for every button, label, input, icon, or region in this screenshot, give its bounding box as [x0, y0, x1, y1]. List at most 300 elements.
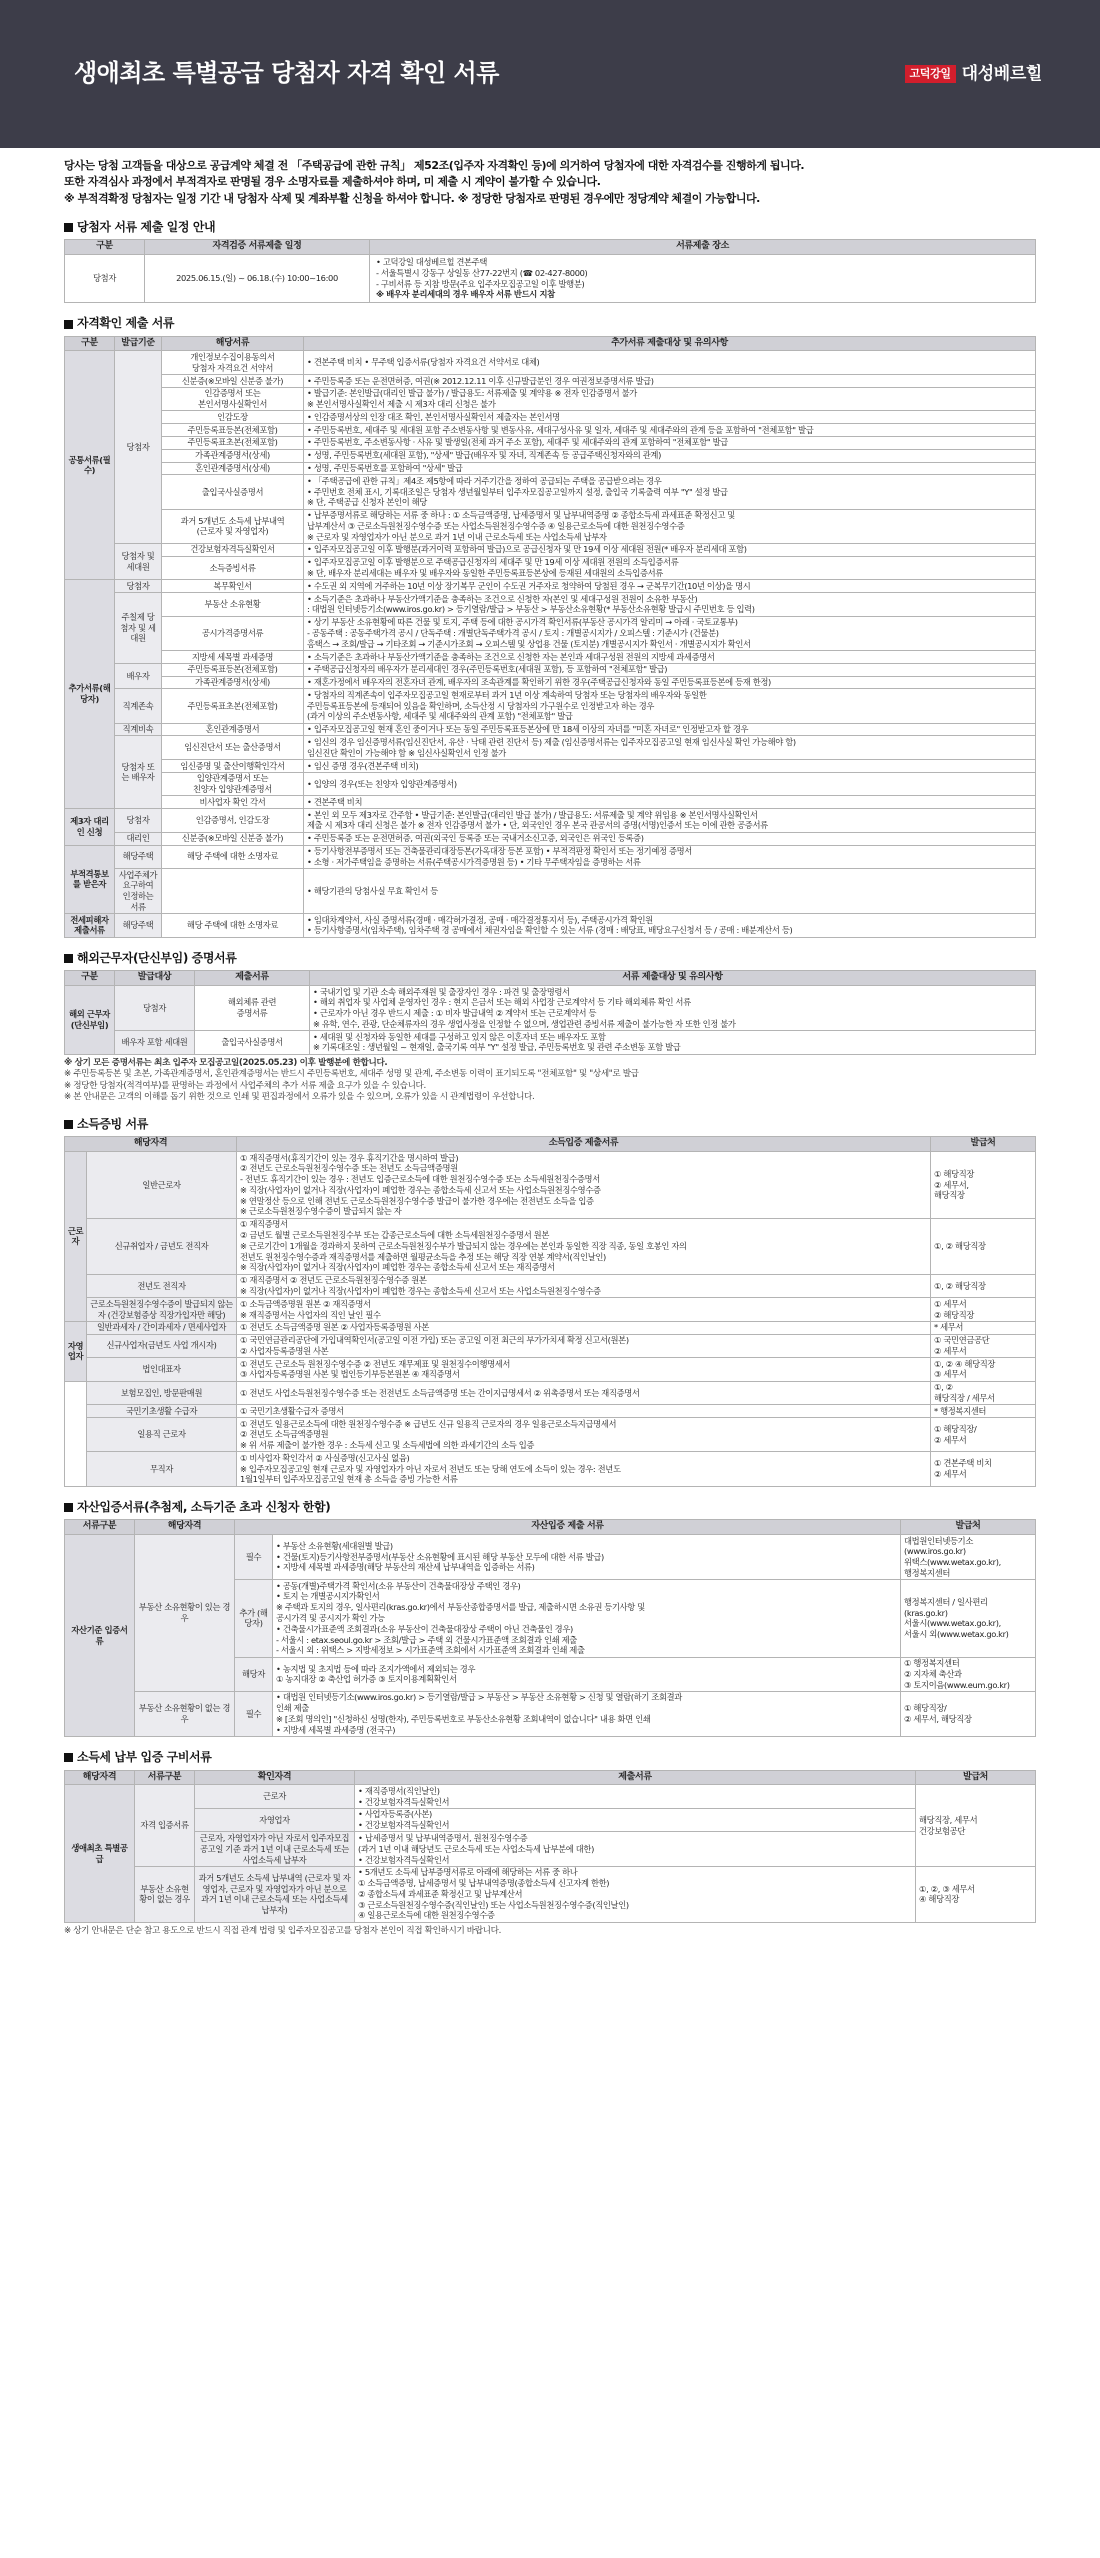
- text-line: - 전년도 휴직기간이 있는 경우 : 전년도 입증근로소득에 대한 원천징수영수증 또는 소득세원천징수증명서: [240, 1174, 600, 1185]
- group-cell: 생애최초 특별공급: [65, 1785, 135, 1922]
- text-line: • 납부증명서류로 해당하는 서류 중 하나 : ① 소득금액증명, 납세증명서 및 납부내역증명 ② 종합소득세 과세표준 확정신고 및: [307, 510, 735, 521]
- table-header: 구분: [65, 240, 145, 255]
- text-line: • 국내기업 및 기관 소속 해외주재원 및 출장자인 경우 : 파견 및 출장명령서: [313, 986, 570, 997]
- text-line: 임신진단서 또는 출산증명서: [184, 742, 281, 753]
- note-line: ※ 주민등록등본 및 초본, 가족관계증명서, 혼인관계증명서는 반드시 주민등록번호, 세대주 성명 및 관계, 주소변동 이력이 표기되도록 "전체포함" 및 "상세"로 발급: [64, 1069, 639, 1080]
- note-cell: [304, 809, 1036, 833]
- text-line: • 건강보험자격득실확인서: [358, 1796, 450, 1807]
- table-row: [65, 387, 1036, 411]
- note-cell: [237, 1152, 931, 1219]
- text-line: 홈택스 → 조회/발급 → 기타조회 → 기준시가조회 → 오피스텔 및 상업용 건물 (토지분) 개별공시지가 확인서 · 개별공시지가 확인서: [307, 638, 751, 649]
- note-cell: [304, 462, 1036, 475]
- text-line: • 사업자등록증(사본): [358, 1809, 432, 1820]
- text-line: 주민등록표등본(전체포함): [187, 424, 278, 435]
- text-line: ① 전년도 근로소득 원천징수영수증 ② 전년도 재무제표 및 원천징수이행명세서: [240, 1358, 511, 1369]
- text-line: ① 국민연금공단: [934, 1335, 990, 1346]
- text-line: • 주민등록증 또는 운전면허증, 여권(※ 2012.12.11 이후 신규발급분인 경우 여권정보증명서류 발급): [307, 375, 654, 386]
- table-header: 확인자격: [195, 1770, 355, 1785]
- text-line: ④ 일용근로소득에 대한 원천징수영수증: [358, 1910, 495, 1921]
- text-line: ② 전년도 소득금액증명원: [240, 1429, 329, 1440]
- text-line: 입양관계증명서 또는: [196, 773, 269, 784]
- doc-cell: [195, 986, 310, 1031]
- text-line: 해당직장 / 세무서: [934, 1392, 995, 1403]
- table-row: [65, 1298, 1036, 1322]
- qual-section: [64, 316, 1036, 938]
- basis-cell: 일반과세자 / 간이과세자 / 면세사업자: [87, 1321, 237, 1334]
- text-line: • 입주자모집공고일 이후 발행분(과거이력 포함하여 발급)으로 공급신청자 및 만 19세 이상 세대원 전원(* 배우자 분리세대 포함): [307, 544, 747, 555]
- doc-cell: [162, 914, 304, 938]
- note-cell: [304, 760, 1036, 773]
- text-line: • 등기사항증명서(임차주택), 임차주택 경 공매에서 채권자임을 확인할 수 있는 서류 (경매 : 배당표, 배당요구신청서 등 / 공매 : 배분계산서 등): [307, 925, 793, 936]
- text-line: 납부계산서 ③ 근로소득원천징수영수증 또는 사업소득원천징수영수증 ④ 일용근로소득에 대한 원천징수영수증: [307, 520, 685, 531]
- text-line: ※ 직장(사업자)이 없거나 직장(사업자)이 폐업한 경우는 종합소득세 신고서 또는 사업소득원천징수영수증: [240, 1285, 601, 1296]
- issuer-cell: [901, 1580, 1036, 1657]
- section-title: 해외근무자(단신부임) 증명서류: [77, 950, 237, 965]
- table-header: 구분: [65, 971, 115, 986]
- qual-table: [64, 336, 1036, 938]
- group-cell: 추가서류(해당자): [65, 580, 115, 809]
- text-line: 주민등록표등본에 등재되어 있음을 확인하며, 소득산정 시 당첨자의 가구원수로 인정받고자 하는 경우: [307, 700, 655, 711]
- text-line: • 농지법 및 초지법 등에 따라 조지가액에서 제외되는 경우: [276, 1663, 476, 1674]
- text-line: ② 세무서, 해당직장: [904, 1714, 972, 1725]
- section-marker-icon: [64, 954, 73, 963]
- text-line: • 인감증명서상의 인장 대조 확인, 본인서명사실확인서 제출자는 본인서명: [307, 411, 560, 422]
- asset-table: [64, 1519, 1036, 1737]
- text-line: • 상기 부동산 소유현황에 따른 건물 및 토지, 주택 등에 대한 공시가격 확인서류(부동산 공시가격 알리미 → 아래 · 국토교통부): [307, 617, 738, 628]
- table-header: 해당자격: [65, 1770, 135, 1785]
- text-line: • 토지 는 개별공시지가확인서: [276, 1591, 380, 1602]
- text-line: ① 해당직장: [934, 1168, 975, 1179]
- text-line: 가족관계증명서(상세): [195, 677, 270, 688]
- section-title: 당첨자 서류 제출 일정 안내: [77, 219, 216, 234]
- schedule-table: [64, 239, 1036, 303]
- basis-cell: 직계비속: [115, 723, 162, 736]
- text-line: 대법원인터넷등기소: [904, 1535, 973, 1546]
- text-line: • 임대차계약서, 사실 증명서류(경매 · 매각허가결정, 공매 · 매각결정통지서 등), 주택공시가격 확인원: [307, 914, 653, 925]
- tax-section: [64, 1750, 1036, 1937]
- basis-cell: 일반근로자: [87, 1152, 237, 1219]
- note-cell: [304, 449, 1036, 462]
- basis-cell: 당첨자: [115, 809, 162, 833]
- note-cell: [237, 1405, 931, 1418]
- doc-cell: [162, 436, 304, 449]
- text-line: ※ 근로소득원천징수영수증이 발급되지 않는 자: [240, 1206, 402, 1217]
- table-row: [65, 832, 1036, 845]
- table-row: [65, 1832, 1036, 1866]
- text-line: • 해외 취업자 및 사업체 운영자인 경우 : 현지 은금서 또는 해외 사업장 근로계약서 등 기타 해외체류 확인 서류: [313, 997, 691, 1008]
- text-line: • 임신의 경우 임신증명서류(임신진단서, 유산 · 낙태 관련 진단서 등) 제출 (임신증명서류는 입주자모집공고일 현재 임신사실 확인 가능해야 함): [307, 736, 796, 747]
- table-row: [65, 723, 1036, 736]
- text-line: ④ 해당직장: [919, 1894, 960, 1905]
- table-row: [65, 1785, 1036, 1809]
- sub-cell: 필수: [235, 1691, 273, 1736]
- basis-cell: 부동산 소유현황이 없는 경우: [135, 1691, 235, 1736]
- text-line: • 주민번호 전체 표시, 기록대조일은 당첨자 생년월일부터 입주자모집공고일까지 설정, 출입국 기록출력 여부 "Y" 설정 발급: [307, 486, 728, 497]
- schedule-section: [64, 220, 1036, 303]
- basis-cell: 직계존속: [115, 689, 162, 723]
- section-marker-icon: [64, 1120, 73, 1129]
- note-cell: [304, 845, 1036, 869]
- text-line: * 세무서: [934, 1322, 964, 1333]
- note-line: ※ 본 안내문은 고객의 이해를 돕기 위한 것으로 인쇄 및 편집과정에서 오류가 있을 수 있으며, 오류가 있을 시 관계법령이 우선합니다.: [64, 1092, 535, 1103]
- text-line: • 성명, 주민등록번호(세대원 포함), "상세" 발급(배우자 및 자녀, 직계존속 등 공급주택신청자와의 관계): [307, 450, 661, 461]
- group-cell: 해외 근무자 (단신부임): [65, 986, 115, 1055]
- basis-cell: 근로소득원천징수영수증이 발급되지 않는 자 (건강보험증상 직장가입자만 해당): [87, 1298, 237, 1322]
- text-line: • 주민등록증 또는 운전면허증, 여권(외국인 등록증 또는 국내거소신고증, 외국인은 위국인 등록증): [307, 833, 644, 844]
- basis-cell: 해당주택: [115, 914, 162, 938]
- note-cell: [355, 1866, 916, 1922]
- text-line: 임신진단 확인이 가능해야 함 ※ 임신사실확인서 인정 불가: [307, 747, 506, 758]
- doc-cell: [162, 543, 304, 556]
- text-line: 당첨자 자격요건 서약서: [191, 362, 274, 373]
- doc-cell: [162, 593, 304, 617]
- note-cell: [355, 1808, 916, 1832]
- group-cell: 자영업자: [65, 1321, 87, 1381]
- doc-cell: [162, 796, 304, 809]
- table-row: [65, 1418, 1036, 1452]
- text-line: 가족관계증명서(상세): [195, 450, 270, 461]
- basis-cell: 당첨자 및 세대원: [115, 543, 162, 579]
- issuer-cell: [931, 1298, 1036, 1322]
- text-line: ① 견본주택 비치: [934, 1458, 992, 1469]
- issuer-cell: [931, 1381, 1036, 1405]
- table-row: [65, 375, 1036, 388]
- text-line: ※ 직장(사업자)이 없거나 직장(사업자)이 폐업한 경우는 종합소득세 신고서 또는 사업소득원천징수영수증: [240, 1184, 601, 1195]
- table-row: [65, 1274, 1036, 1298]
- text-line: (kras.go.kr): [904, 1607, 948, 1618]
- text-line: ①, ② 해당직장: [934, 1240, 986, 1251]
- text-line: 출입국사실증명서: [221, 1037, 283, 1048]
- sub-cell: 추가 (해당자): [235, 1580, 273, 1657]
- note-cell: [237, 1358, 931, 1382]
- text-line: ① 국민연금관리공단에 가입내역확인서(공고일 이전 가입) 또는 공고일 이전 최근의 부가가치세 확정 신고서(원본): [240, 1335, 629, 1346]
- text-line: • 소득기준은 초과하나 부동산가액기준을 충족하는 조건으로 신청한 자는 본인과 세대구성원 전원의 지방세 과세증명서: [307, 651, 715, 662]
- sub-cell: 필수: [235, 1535, 273, 1580]
- text-line: 인감증명서 또는: [204, 388, 261, 399]
- note-cell: [304, 832, 1036, 845]
- basis-cell: 대리인: [115, 832, 162, 845]
- text-line: ① 해당직장/: [904, 1703, 947, 1714]
- text-line: • 발급기준: 본인발급(대리인 발급 불가) / 발급용도: 서류제출 및 계약용 ※ 전자 인감증명서 불가: [307, 388, 637, 399]
- text-line: • 등기사항전부증명서 또는 건축물관리대장등본(가옥대장 등본 포함) • 부적격판정 확인서 또는 정기예정 증명서: [307, 846, 692, 857]
- table-header: 발급처: [916, 1770, 1036, 1785]
- text-line: ② 해당직장: [934, 1309, 975, 1320]
- text-line: : 대법원 인터넷등기소(www.iros.go.kr) > 등기열람/발급 > 부동산 > 부동산소유현황(* 부동산소유현황 발급시 주민번호 등 입력): [307, 604, 755, 615]
- text-line: 행정복지센터 / 일사편리: [904, 1596, 988, 1607]
- table-row: [65, 436, 1036, 449]
- note-cell: [304, 723, 1036, 736]
- table-row: [65, 869, 1036, 914]
- group-cell: 공통서류(필수): [65, 351, 115, 580]
- basis-cell: 무직자: [87, 1452, 237, 1486]
- table-row: [65, 651, 1036, 664]
- table-row: [65, 1405, 1036, 1418]
- text-line: 혼인관계증명서: [205, 724, 260, 735]
- basis-cell: 신규사업자(금년도 사업 개시자): [87, 1334, 237, 1358]
- text-line: 증명서류: [236, 1008, 268, 1019]
- text-line: ※ 단, 주택공급 신청자 본인이 해당: [307, 497, 427, 508]
- text-line: ※ 재직증명서는 사업자의 직인 날인 필수: [240, 1309, 381, 1320]
- text-line: 인감도장: [217, 411, 248, 422]
- text-line: ※ 근로기간이 1개월을 경과하지 못하여 근로소득원천징수부가 발급되지 않는 경우에는 본인과 동일한 직장 직종, 동일 호봉인 자의: [240, 1240, 687, 1251]
- issuer-cell: [931, 1321, 1036, 1334]
- table-row: [65, 1808, 1036, 1832]
- doc-cell: [162, 387, 304, 411]
- text-line: • 입양의 경우(또는 친양자 입양관계증명서): [307, 778, 457, 789]
- text-line: 인쇄 제출: [276, 1703, 309, 1714]
- schedule-period: 2025.06.15.(일) ~ 06.18.(수) 10:00~16:00: [145, 255, 370, 303]
- doc-cell: [162, 475, 304, 509]
- note-cell: [304, 914, 1036, 938]
- note-cell: [304, 869, 1036, 914]
- doc-cell: [162, 845, 304, 869]
- section-title: 자격확인 제출 서류: [77, 316, 175, 331]
- doc-cell: [162, 411, 304, 424]
- note-cell: [304, 580, 1036, 593]
- note-cell: [304, 436, 1036, 449]
- text-line: (www.iros.go.kr): [904, 1546, 966, 1557]
- text-line: 인감증명서, 인감도장: [195, 815, 270, 826]
- sub-cell: 근로자, 자영업자가 아닌 자로서 입주자모집공고일 기준 과거 1년 이내 근로소득세 또는 사업소득세 납부자: [195, 1832, 355, 1866]
- page-title: 생애최초 특별공급 당첨자 자격 확인 서류: [74, 59, 499, 88]
- text-line: ※ 근로자 및 자영업자가 아닌 분으로 과거 1년 이내 근로소득세 또는 사업소득세 납부자: [307, 531, 607, 542]
- basis-cell: 당첨자 또는 배우자: [115, 736, 162, 809]
- text-line: • 건물(토지)등기사항전부증명서(부동산 소유현황에 표시된 해당 부동산 모두에 대한 서류 발급): [276, 1551, 604, 1562]
- text-line: • 재직증명서(직인날인): [358, 1785, 440, 1796]
- text-line: ② 지자체 축산과: [904, 1668, 962, 1679]
- note-cell: [304, 556, 1036, 580]
- text-line: 신분증(※모바일 신분증 불가): [181, 833, 284, 844]
- text-line: (근로자 및 자영업자): [196, 526, 269, 537]
- text-line: * 행정복지센터: [934, 1405, 987, 1416]
- text-line: ※ 기록대조일 : 생년월일 ~ 현재일, 출국기록 여부 "Y" 설정 발급, 주민등록번호 및 관련 주소변동 포함 발급: [313, 1042, 681, 1053]
- text-line: ② 사업자등록증명원 사본: [240, 1345, 329, 1356]
- table-row: [65, 1691, 1036, 1736]
- text-line: • 입주자모집공고일 이후 발행분으로 주택공급신청자의 세대주 및 만 19세 이상 세대원 전원의 소득입증서류: [307, 557, 679, 568]
- text-line: (과거 1년 이내 해당년도 근로소득세 또는 사업소득세 납부분에 대한): [358, 1843, 594, 1854]
- doc-cell: [162, 556, 304, 580]
- note-cell: [310, 986, 1036, 1031]
- text-line: • 건강보험자격득실확인서: [358, 1854, 450, 1865]
- text-line: 본인서명사실확인서: [198, 399, 267, 410]
- basis-cell: 배우자: [115, 663, 162, 689]
- text-line: • 납세증명서 및 납부내역증명서, 원천징수영수증: [358, 1832, 528, 1843]
- note-cell: [237, 1298, 931, 1322]
- text-line: ① 행정복지센터: [904, 1658, 960, 1669]
- text-line: ③ 근로소득원천징수영수증(직인날인) 또는 사업소득원천징수영수증(직인날인): [358, 1899, 629, 1910]
- table-header: 발급대상: [115, 971, 195, 986]
- text-line: 신분증(※모바일 신분증 불가): [181, 375, 284, 386]
- overseas-section: [64, 951, 1036, 1104]
- table-row: [65, 1535, 1036, 1580]
- note-cell: [304, 772, 1036, 796]
- basis-cell: 전년도 전직자: [87, 1274, 237, 1298]
- text-line: ① 세무서: [934, 1298, 967, 1309]
- table-header: 구분: [65, 336, 115, 351]
- schedule-row-label: 당첨자: [65, 255, 145, 303]
- text-line: 임신증명 및 출산이행확인각서: [180, 760, 285, 771]
- group-cell: 전세피해자 제출서류: [65, 914, 115, 938]
- doc-cell: [162, 509, 304, 543]
- table-row: [65, 411, 1036, 424]
- asset-section: [64, 1500, 1036, 1737]
- text-line: ② 세무서: [934, 1469, 967, 1480]
- text-line: 해당 주택에 대한 소명자료: [186, 851, 279, 862]
- text-line: 서울시(www.wetax.go.kr),: [904, 1618, 1001, 1629]
- note-line: ※ 상기 모든 증명서류는 최초 입주자 모집공고일(2025.05.23) 이후 발행분에 한합니다.: [64, 1057, 388, 1068]
- text-line: • 입주자모집공고일 현재 혼인 중이거나 또는 동일 주민등록표등본상에 만 18세 이상의 자녀를 "미혼 자녀로" 인정받고자 할 경우: [307, 724, 749, 735]
- text-line: ① 재직증명서 ② 전년도 근로소득원천징수영수증 원본: [240, 1275, 427, 1286]
- section-title: 소득세 납부 입증 구비서류: [77, 1750, 212, 1765]
- text-line: 위택스(www.wetax.go.kr),: [904, 1557, 1001, 1568]
- intro-line: 당사는 당첨 고객들을 대상으로 공급계약 체결 전 「주택공급에 관한 규칙」 제52조(입주자 자격확인 등)에 의거하여 당첨자에 대한 자격검수를 진행하게 됩니다.: [64, 159, 805, 172]
- brand-name: 대성베르힐: [961, 63, 1042, 84]
- text-line: • 소형 · 저가주택임을 증명하는 서류(주택공시가격증명원 등) • 기타 무주택자임을 증명하는 서류: [307, 856, 641, 867]
- text-line: • 주택공급신청자의 배우자가 분리세대인 경우(주민등록번호(세대원 포함), 등 포함하여 "전체포함" 발급): [307, 664, 668, 675]
- table-row: [65, 796, 1036, 809]
- text-line: 공시가격 및 공시지가 확인 가능: [276, 1612, 385, 1623]
- basis-cell: 자격 입증서류: [135, 1785, 195, 1866]
- table-row: [65, 1358, 1036, 1382]
- text-line: 주민등록표초본(전체포함): [187, 700, 278, 711]
- text-line: • 5개년도 소득세 납부증명서류로 아래에 해당하는 서류 중 하나: [358, 1867, 578, 1878]
- issuer-cell: [931, 1418, 1036, 1452]
- section-title: 소득증빙 서류: [77, 1116, 148, 1131]
- doc-cell: [162, 651, 304, 664]
- table-row: [65, 845, 1036, 869]
- table-header: 소득입증 제출서류: [237, 1137, 931, 1152]
- note-cell: [304, 543, 1036, 556]
- table-row: [65, 1152, 1036, 1219]
- text-line: 서울시 외(www.wetax.go.kr): [904, 1629, 1009, 1640]
- text-line: ※ 유학, 연수, 관광, 단순체류자의 경우 생업사정을 인정할 수 없으며, 생업관련 증빙서류 제출이 불가능한 자 또한 인정 불가: [313, 1018, 736, 1029]
- text-line: ③ 토지이음(www.eum.go.kr): [904, 1679, 1010, 1690]
- text-line: ※ 위 서류 제출이 불가한 경우 : 소득세 신고 및 소득세법에 의한 과세기간의 소득 입증: [240, 1440, 535, 1451]
- text-line: - 서울시 : etax.seoul.go.kr > 조회/발급 > 주택 외 건물시가표준액 조회결과 인쇄 제출: [276, 1634, 577, 1645]
- doc-cell: [162, 736, 304, 760]
- table-row: [65, 1452, 1036, 1486]
- doc-cell: [162, 869, 304, 914]
- text-line: ① 재직증명서(휴직기간이 있는 경우 휴직기간을 명시하여 발급): [240, 1152, 459, 1163]
- sub-cell: 과거 5개년도 소득세 납부내역 (근로자 및 자영업자, 근로자 및 자영업자가 아닌 분으로 과거 1년 이내 근로소득세 또는 사업소득세 납부자): [195, 1866, 355, 1922]
- table-row: [65, 663, 1036, 676]
- text-line: 해당직장: [934, 1190, 965, 1201]
- table-row: [65, 772, 1036, 796]
- note-cell: [237, 1321, 931, 1334]
- text-line: 개인정보수집이용동의서: [190, 351, 275, 362]
- issuer-cell: [931, 1218, 1036, 1274]
- text-line: - 서울시 외 : 위택스 > 지방세정보 > 시가표준액 조회에서 시가표준액 조회결과 인쇄 제출: [276, 1645, 585, 1656]
- text-line: 부동산 소유현황: [204, 599, 261, 609]
- text-line: • 지방세 세목별 과세증명 (전국구): [276, 1724, 396, 1735]
- issuer-cell: [931, 1274, 1036, 1298]
- text-line: ② 금년도 월별 근로소득원천징수부 또는 갑종근로소득에 대한 소득세원천징수증명서 원본: [240, 1230, 550, 1241]
- text-line: • 공동(개별)주택가격 확인서(소유 부동산이 건축물대장상 주택인 경우): [276, 1580, 521, 1591]
- note-cell: [273, 1657, 901, 1691]
- text-line: ※ 주택과 토지의 경우, 일사편리(kras.go.kr)에서 부동산종합증명서를 발급, 제출하시면 소유권 등기사항 및: [276, 1602, 645, 1613]
- doc-cell: [162, 689, 304, 723]
- basis-cell: 배우자 포함 세대원: [115, 1031, 195, 1055]
- table-header: 발급처: [901, 1520, 1036, 1535]
- note-cell: [304, 424, 1036, 437]
- table-row: [65, 736, 1036, 760]
- table-row: [65, 986, 1036, 1031]
- text-line: 해외체류 관련: [227, 997, 277, 1008]
- text-line: ① 전년도 일용근로소득에 대한 원천징수영수증 ※ 급년도 신규 일용직 근로자의 경우 일용근로소득지급명세서: [240, 1418, 617, 1429]
- basis-cell: 부동산 소유현황이 없는 경우: [135, 1866, 195, 1922]
- section-marker-icon: [64, 1503, 73, 1512]
- table-row: [65, 1381, 1036, 1405]
- table-row: [65, 616, 1036, 650]
- basis-cell: 사업주체가 요구하여 인정하는 서류: [115, 869, 162, 914]
- table-header: 해당자격: [135, 1520, 235, 1535]
- doc-cell: [162, 424, 304, 437]
- group-cell: 제3자 대리인 신청: [65, 809, 115, 845]
- issuer-cell: [916, 1866, 1036, 1922]
- note-cell: [237, 1334, 931, 1358]
- doc-cell: [162, 462, 304, 475]
- group-cell: [65, 1381, 87, 1486]
- overseas-table: [64, 970, 1036, 1054]
- doc-cell: [162, 351, 304, 375]
- basis-cell: 보험모집인, 방문판매원: [87, 1381, 237, 1405]
- table-header: 자격검증 서류제출 일정: [145, 240, 370, 255]
- issuer-cell: [931, 1334, 1036, 1358]
- text-line: 비사업자 확인 각서: [199, 796, 266, 807]
- text-line: ① 농지대장 ② 축산업 허가증 ③ 토지이용계획확인서: [276, 1674, 457, 1685]
- issuer-cell: [931, 1452, 1036, 1486]
- doc-cell: [162, 663, 304, 676]
- text-line: 주민등록표등본(전체포함): [187, 664, 278, 675]
- sub-cell: 해당자: [235, 1657, 273, 1691]
- intro: [64, 158, 1036, 207]
- issuer-cell: [931, 1152, 1036, 1219]
- text-line: ① 소득금액증명, 납세증명서 및 납부내역증명(종합소득세 신고자계 한한): [358, 1878, 610, 1889]
- text-line: • 견본주택 비치: [307, 796, 363, 807]
- basis-cell: 국민기초생활 수급자: [87, 1405, 237, 1418]
- note-cell: [304, 736, 1036, 760]
- note-cell: [304, 351, 1036, 375]
- text-line: ①, ②: [934, 1382, 953, 1393]
- basis-cell: 당첨자: [115, 580, 162, 593]
- income-table: [64, 1136, 1036, 1486]
- note-cell: [304, 593, 1036, 617]
- text-line: • 임신 증명 경우(견본주택 비치): [307, 760, 419, 771]
- issuer-cell: [901, 1535, 1036, 1580]
- text-line: ①, ② 해당직장: [934, 1280, 986, 1291]
- note-cell: [304, 387, 1036, 411]
- table-row: [65, 580, 1036, 593]
- text-line: (과거 이상의 주소변동사항, 세대주 및 세대주와의 관계 포함) "전체포함" 발급: [307, 711, 573, 722]
- table-row: [65, 760, 1036, 773]
- basis-cell: 주칠제 당첨자 및 세대원: [115, 593, 162, 664]
- doc-cell: [162, 580, 304, 593]
- text-line: - 공동주택 : 공동주택가격 공시 / 단독주택 : 개별단독주택가격 공시 / 토지 : 개별공시지가 / 오피스텔 : 기준시가 (건물분): [307, 627, 719, 638]
- note-cell: [304, 676, 1036, 689]
- group-cell: 부적격통보를 받은자: [65, 845, 115, 914]
- table-header: 해당서류: [162, 336, 304, 351]
- section-marker-icon: [64, 223, 73, 232]
- text-line: • 대법원 인터넷등기소(www.iros.go.kr) > 등기열람/발급 > 부동산 > 부동산 소유현황 > 신청 및 열람(하기 조회결과: [276, 1692, 682, 1703]
- text-line: • 견본주택 비치 • 무주택 입증서류(당첨자 자격요건 서약서로 대체): [307, 357, 540, 368]
- text-line: ② 세무서: [934, 1345, 967, 1356]
- text-line: • 근로자가 아닌 경우 반드시 제출 : ① 비자 발급내역 ② 계약서 또는 근로계약서 등: [313, 1008, 597, 1019]
- table-row: [65, 462, 1036, 475]
- intro-line: 또한 자격심사 과정에서 부적격자로 판명될 경우 소명자료를 제출하셔야 하며, 미 제출 시 계약이 불가할 수 있습니다.: [64, 175, 601, 189]
- table-row: [65, 676, 1036, 689]
- text-line: 해당 주택에 대한 소명자료: [186, 920, 279, 931]
- text-line: 해당직장, 세무서: [919, 1814, 978, 1825]
